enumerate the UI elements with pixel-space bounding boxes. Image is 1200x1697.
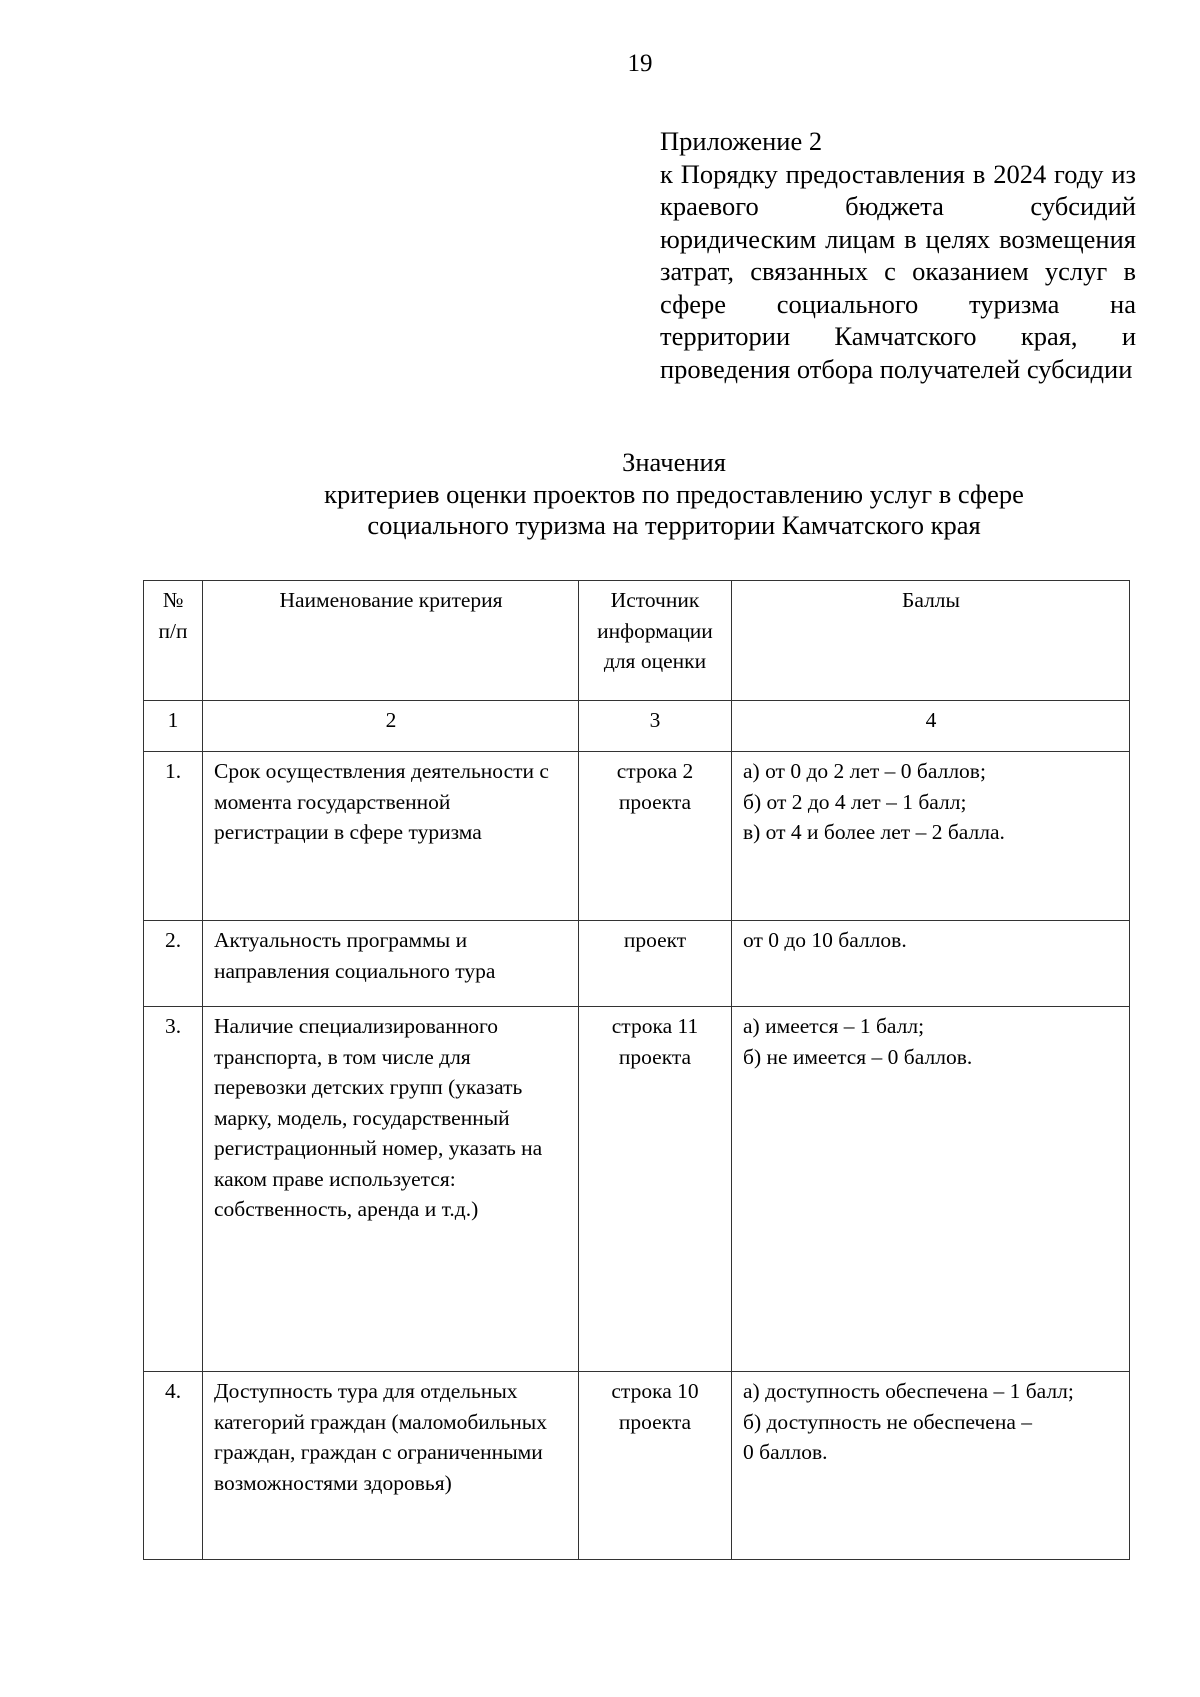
points-cell: а) от 0 до 2 лет – 0 баллов; б) от 2 до 4 лет – 1 балл; в) от 4 и более лет – 2 балла. [732,752,1130,921]
table-column-number-row [144,701,1130,752]
source-cell: строка 2 проекта [579,752,732,921]
column-number-cell: 4 [732,701,1130,752]
source-cell: строка 11 проекта [579,1007,732,1372]
column-number-cell: 2 [203,701,579,752]
table-row [144,921,1130,1007]
table-header-row [144,581,1130,701]
row-number-cell: 2. [144,921,203,1007]
table-row [144,1007,1130,1372]
row-number-cell: 1. [144,752,203,921]
document-title-line-2: критериев оценки проектов по предоставлению услуг в сфере [324,478,1024,509]
points-cell: а) доступность обеспечена – 1 балл; б) доступность не обеспечена – 0 баллов. [732,1372,1130,1560]
column-number-cell: 3 [579,701,732,752]
source-cell: строка 10 проекта [579,1372,732,1560]
points-cell: от 0 до 10 баллов. [732,921,1130,1007]
header-criterion: Наименование критерия [203,581,579,701]
table-row [144,1372,1130,1560]
header-source: Источник информации для оценки [579,581,732,701]
points-cell: а) имеется – 1 балл; б) не имеется – 0 баллов. [732,1007,1130,1372]
row-number-cell: 4. [144,1372,203,1560]
document-title-line-1: Значения [622,447,726,477]
criteria-table [143,580,1130,1560]
document-title [0,447,1200,542]
page-number: 19 [627,50,653,77]
criterion-cell: Наличие специализированного транспорта, в том числе для перевозки детских групп (указать марку, модель, государственный регистрационный номер, указать на каком праве используется: собственность, аренда и т.д.) [203,1007,579,1372]
criterion-cell: Срок осуществления деятельности с момента государственной регистрации в сфере туризма [203,752,579,921]
document-title-line-3: социального туризма на территории Камчатского края [367,510,981,540]
header-points: Баллы [732,581,1130,701]
appendix-title: Приложение 2 [660,126,823,156]
appendix-body: к Порядку предоставления в 2024 году из краевого бюджета субсидий юридическим лицам в целях возмещения затрат, связанных с оказанием услуг в сфере социального туризма на территории Камчатского края, и проведения отбора получателей субсидии [660,158,1136,384]
source-cell: проект [579,921,732,1007]
column-number-cell: 1 [144,701,203,752]
criterion-cell: Актуальность программы и направления социального тура [203,921,579,1007]
row-number-cell: 3. [144,1007,203,1372]
appendix-header [660,125,1136,385]
table-row [144,752,1130,921]
criterion-cell: Доступность тура для отдельных категорий граждан (маломобильных граждан, граждан с ограниченными возможностями здоровья) [203,1372,579,1560]
header-number: № п/п [144,581,203,701]
